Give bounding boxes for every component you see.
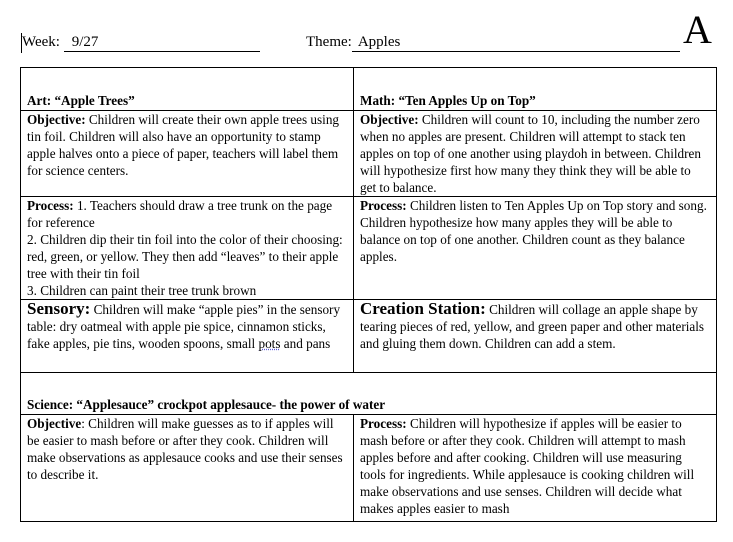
math-objective-text: Children will count to 10, including the number zero when no apples are present. Children will attempt to stack ten apples on top of one another using playdoh in between. Children will hypothesize first how many they think they will be able to get to balance.: [360, 112, 701, 195]
sensory-cell[interactable]: [21, 300, 354, 373]
row-science: [21, 415, 717, 522]
art-process-cell[interactable]: [21, 197, 354, 300]
math-objective-cell[interactable]: [354, 111, 717, 197]
math-process-text: Children listen to Ten Apples Up on Top story and song. Children hypothesize how many apples they will be able to balance on top of one another. Children count as they balance apples.: [360, 198, 707, 264]
science-process-text: Children will hypothesize if apples will be easier to mash before or after they cook. Children will attempt to mash apples before and after cooking. Children will use measuring tools for ingredients. While applesauce is cooking children will make observations and use senses. Children will decide what makes apples easier to mash: [360, 416, 695, 516]
lesson-plan-table: [20, 67, 717, 522]
row-science-title: [21, 373, 717, 415]
art-process-line3: 3. Children can paint their tree trunk brown: [27, 283, 257, 298]
creation-station-label: Creation Station:: [360, 299, 486, 318]
sensory-label: Sensory:: [27, 299, 91, 318]
sensory-text: Children will make “apple pies” in the sensory table: dry oatmeal with apple pie spice, cinnamon sticks, fake apples, pie tins, wooden spoons, small: [27, 302, 341, 351]
science-title: Science: “Applesauce” crockpot applesauce- the power of water: [21, 373, 717, 415]
math-title: Math: “Ten Apples Up on Top”: [354, 68, 717, 111]
week-field: [22, 34, 260, 52]
science-objective-text: : Children will make guesses as to if apples will be easier to mash before or after they cook. Children will make observations as applesauce cooks and use their senses to describe it.: [27, 416, 343, 482]
week-value[interactable]: 9/27: [64, 34, 260, 52]
art-objective-label: Objective:: [27, 112, 86, 127]
art-title: Art: “Apple Trees”: [21, 68, 354, 111]
sensory-flagged-word: pots: [258, 336, 281, 351]
theme-value[interactable]: Apples: [352, 34, 680, 52]
science-objective-cell[interactable]: [21, 415, 354, 522]
art-process-label: Process:: [27, 198, 74, 213]
math-objective-label: Objective:: [360, 112, 419, 127]
sensory-text-end: and pans: [280, 336, 331, 351]
creation-station-text: Children will collage an apple shape by tearing pieces of red, yellow, and green paper and other materials and gluing them down. Children can add a stem.: [360, 302, 705, 351]
row-art-math-titles: [21, 68, 717, 111]
grade-letter: A: [683, 7, 712, 52]
row-sensory-creation: [21, 300, 717, 373]
theme-field: [306, 34, 680, 52]
art-process-line1: 1. Teachers should draw a tree trunk on the page for reference: [27, 198, 333, 230]
week-label: Week:: [22, 34, 60, 50]
row-objectives: [21, 111, 717, 197]
creation-station-cell[interactable]: [354, 300, 717, 373]
art-objective-text: Children will create their own apple trees using tin foil. Children will also have an opportunity to stamp apple halves onto a piece of paper, teachers will label them for science centers.: [27, 112, 340, 178]
science-process-label: Process:: [360, 416, 407, 431]
art-objective-cell[interactable]: [21, 111, 354, 197]
art-process-line2: 2. Children dip their tin foil into the color of their choosing: red, green, or yellow. They then add “leaves” to their apple tree with their tin foil: [27, 232, 343, 281]
science-objective-label: Objective: [27, 416, 82, 431]
science-process-cell[interactable]: [354, 415, 717, 522]
math-process-cell[interactable]: [354, 197, 717, 300]
row-processes: [21, 197, 717, 300]
math-process-label: Process:: [360, 198, 407, 213]
theme-label: Theme:: [306, 34, 352, 50]
